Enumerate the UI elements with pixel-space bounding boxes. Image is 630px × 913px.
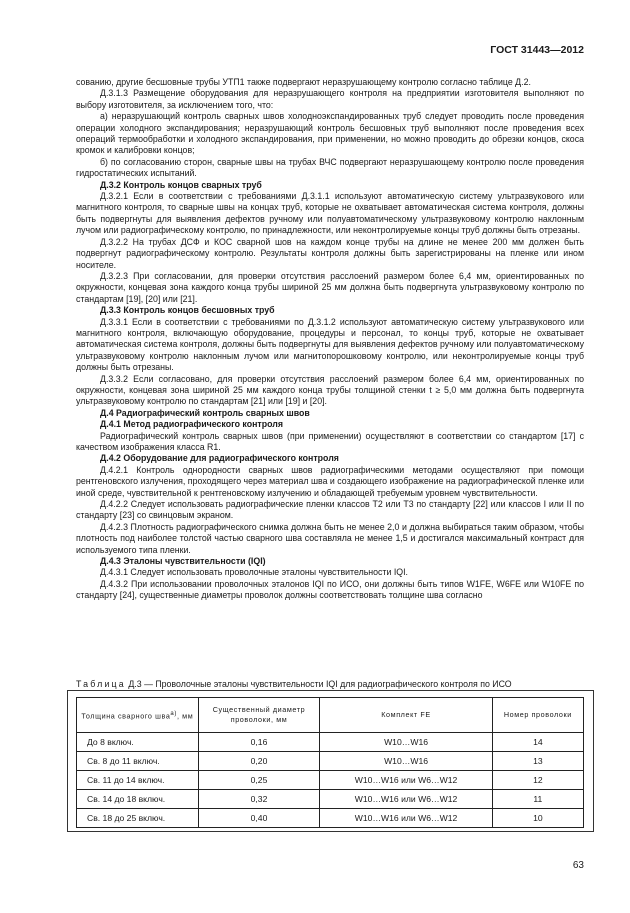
table-caption: [76, 679, 586, 689]
section-heading: Д.3.3 Контроль концов бесшовных труб: [100, 305, 275, 316]
table-cell: W10…W16: [320, 752, 492, 771]
header-wire-number: Номер проволоки: [492, 698, 583, 733]
table-row: [77, 733, 584, 752]
document-code: ГОСТ 31443—2012: [490, 44, 584, 56]
paragraph: Д.4.2.1 Контроль однородности сварных швов радиографическими методами осуществляют при помощи рентгеновского излучения, проходящего через материал шва и создающего изображение на радиографической пленке или иной среде, чувствительной к рентгеновскому излучению и обладающей требуемым уровнем чувствительности.: [76, 464, 584, 498]
table-cell: 0,40: [198, 809, 320, 828]
paragraph: сованию, другие бесшовные трубы УТП1 также подвергают неразрушающему контролю согласно таблице Д.2.: [76, 77, 531, 87]
table-cell: W10…W16 или W6…W12: [320, 809, 492, 828]
table-cell: W10…W16: [320, 733, 492, 752]
table-cell: Св. 18 до 25 включ.: [77, 809, 199, 828]
paragraph: Д.3.3.1 Если в соответствии с требованиями по Д.3.1.2 используют автоматическую систему ультразвукового или магнитного контроля, включающую оборудование, процедуры и персонал, то концы труб, которые не охватывает автоматическая система контроля, должны быть подвергнуты для выявления дефектов ручному или полуавтоматическому ультразвуковому контролю наклонным лучом или магнитопорошковому контролю, или неконтролируемые концы труб должны быть отрезаны.: [76, 316, 584, 373]
table-cell: W10…W16 или W6…W12: [320, 790, 492, 809]
section-heading: Д.4 Радиографический контроль сварных швов: [100, 407, 310, 418]
table-header-row: [77, 698, 584, 733]
table-row: [77, 809, 584, 828]
table-cell: 0,25: [198, 771, 320, 790]
header-diameter: Существенный диаметр проволоки, мм: [198, 698, 320, 733]
page-number: 63: [572, 860, 584, 871]
table-cell: 0,32: [198, 790, 320, 809]
body-text: [76, 77, 584, 602]
table-cell: 0,16: [198, 733, 320, 752]
header-set: Комплект FE: [320, 698, 492, 733]
table-cell: До 8 включ.: [77, 733, 199, 752]
section-heading: Д.4.2 Оборудование для радиографического контроля: [100, 453, 339, 464]
paragraph: Д.3.2.2 На трубах ДСФ и КОС сварной шов на каждом конце трубы на длине не менее 200 мм должен быть подвергнут радиографическому контролю. Результаты контроля должны быть зарегистрированы на пленке или ином носителе.: [76, 236, 584, 270]
table-row: [77, 771, 584, 790]
paragraph: Д.4.3.1 Следует использовать проволочные эталоны чувствительности IQI.: [100, 567, 408, 578]
paragraph: Радиографический контроль сварных швов (при применении) осуществляют в соответствии со стандартом [17] с качеством изображения класса R1.: [76, 430, 584, 452]
header-thickness: [77, 698, 199, 733]
table-cell: 14: [492, 733, 583, 752]
paragraph: Д.4.2.2 Следует использовать радиографические пленки классов Т2 или Т3 по стандарту [22] или классов I или II по стандарту [23] со свинцовым экраном.: [76, 499, 584, 521]
section-heading: Д.4.1 Метод радиографического контроля: [100, 419, 283, 430]
paragraph: а) неразрушающий контроль сварных швов холодноэкспандированных труб следует проводить после проведения операции холодного экспандирования; неразрушающий контроль бесшовных труб выполняют после проведения всех операций термообработки и холодного экспандирования, при применении, но можно проводить до обрезки концов, скоса кромок и калибровки концов;: [76, 111, 584, 156]
paragraph: б) по согласованию сторон, сварные швы на трубах ВЧС подвергают неразрушающему контролю после проведения гидростатических испытаний.: [76, 156, 584, 179]
wire-iqi-table: [76, 697, 584, 828]
paragraph: Д.3.2.1 Если в соответствии с требованиями Д.3.1.1 используют автоматическую систему ультразвукового или магнитного контроля, то сварные швы на концах труб, которые не охватывает автоматическая система контроля, должны быть подвергнуты для выявления дефектов ручному или полуавтоматическому ультразвуковому контролю наклонным лучом или радиографическому контролю, по принадлежности, или неконтролируемые концы труб должны быть отрезаны.: [76, 191, 584, 236]
section-heading: Д.3.2 Контроль концов сварных труб: [100, 179, 262, 190]
paragraph: Д.3.2.3 При согласовании, для проверки отсутствия расслоений размером более 6,4 мм, ориентированных по окружности, концевая зона каждого конца трубы шириной 25 мм должна быть подвергнута ультразвуковому контролю по стандартам [19], [20] или [21].: [76, 270, 584, 304]
paragraph: Д.3.3.2 Если согласовано, для проверки отсутствия расслоений размером более 6,4 мм, ориентированных по окружности, концевая зона шириной 25 мм каждого конца трубы толщиной стенки t ≥ 5,0 мм должна быть подвергнута ультразвуковому контролю по стандартам [21] или [19] и [20].: [76, 373, 584, 407]
table-cell: 10: [492, 809, 583, 828]
paragraph: Д.4.3.2 При использовании проволочных эталонов IQI по ИСО, они должны быть типов W1FE, W6FE или W10FE по стандарту [24], существенные диаметры проволок должны соответствовать толщине шва согласно: [76, 578, 584, 601]
header-thickness-label: Толщина сварного шва: [81, 711, 171, 721]
table-cell: Св. 8 до 11 включ.: [77, 752, 199, 771]
paragraph: Д.4.2.3 Плотность радиографического снимка должна быть не менее 2,0 и должна выбираться таким образом, чтобы плотность под наиболее толстой частью сварного шва составляла не менее 1,5 и достигался максимальный контраст для используемого типа пленки.: [76, 521, 584, 555]
section-heading: Д.4.3 Эталоны чувствительности (IQI): [100, 556, 266, 567]
table-cell: W10…W16 или W6…W12: [320, 771, 492, 790]
table-cell: Св. 11 до 14 включ.: [77, 771, 199, 790]
table-caption-label: Таблица: [76, 679, 126, 689]
table-cell: 11: [492, 790, 583, 809]
table-cell: 13: [492, 752, 583, 771]
header-footnote-mark: а): [170, 710, 177, 717]
table-cell: 12: [492, 771, 583, 790]
header-unit: , мм: [176, 711, 194, 721]
paragraph: Д.3.1.3 Размещение оборудования для неразрушающего контроля на предприятии изготовителя выполняют по выбору изготовителя, за исключением того, что:: [76, 88, 584, 110]
table-caption-text: Д.3 — Проволочные эталоны чувствительности IQI для радиографического контроля по ИСО: [125, 679, 512, 689]
table-row: [77, 790, 584, 809]
table-cell: 0,20: [198, 752, 320, 771]
table-cell: Св. 14 до 18 включ.: [77, 790, 199, 809]
table-row: [77, 752, 584, 771]
